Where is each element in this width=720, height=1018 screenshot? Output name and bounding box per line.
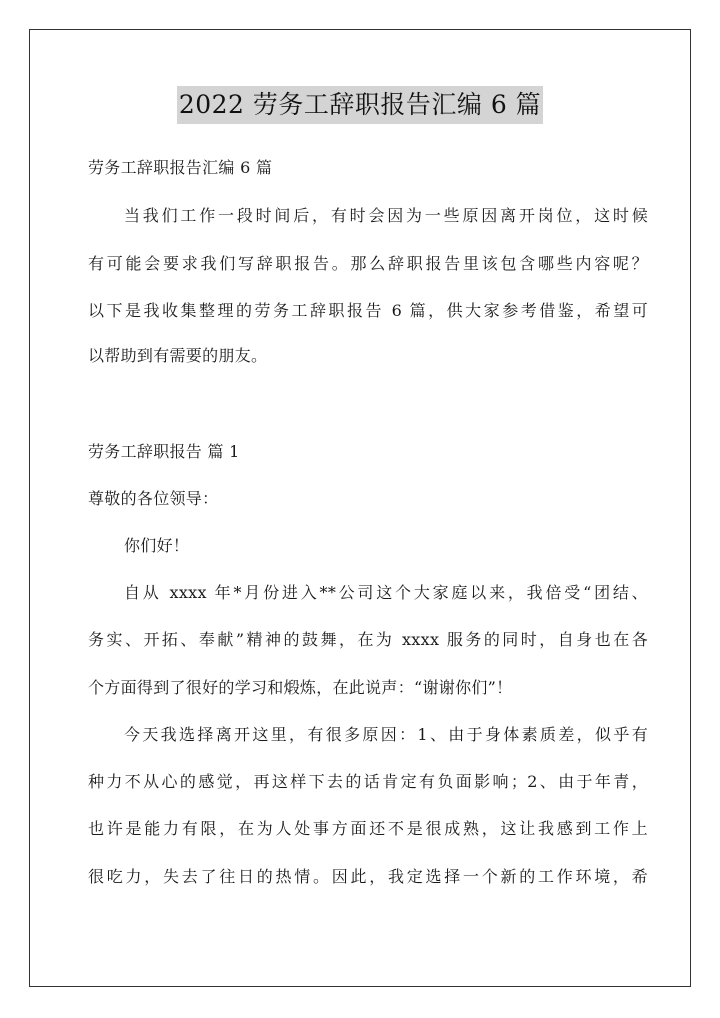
intro-line-1: 当我们工作一段时间后，有时会因为一些原因离开岗位，这时候 — [124, 206, 648, 225]
document-subtitle: 劳务工辞职报告汇编 6 篇 — [88, 158, 273, 177]
title-wrap — [0, 86, 720, 124]
document-title: 2022 劳务工辞职报告汇编 6 篇 — [177, 86, 543, 124]
intro-line-2: 有可能会要求我们写辞职报告。那么辞职报告里该包含哪些内容呢？ — [88, 254, 648, 273]
para2-line-3: 也许是能力有限，在为人处事方面还不是很成熟，这让我感到工作上 — [88, 819, 648, 838]
para2-line-4: 很吃力，失去了往日的热情。因此，我定选择一个新的工作环境，希 — [88, 867, 648, 886]
salutation: 尊敬的各位领导： — [88, 489, 219, 508]
para2-line-2: 种力不从心的感觉，再这样下去的话肯定有负面影响；2、由于年青， — [88, 772, 648, 791]
greeting: 你们好！ — [124, 536, 190, 555]
para1-line-2: 务实、开拓、奉献”精神的鼓舞，在为 xxxx 服务的同时，自身也在各 — [88, 630, 648, 649]
section-heading: 劳务工辞职报告 篇 1 — [88, 442, 240, 461]
para2-line-1: 今天我选择离开这里，有很多原因：1、由于身体素质差，似乎有 — [124, 725, 648, 744]
intro-line-4: 以帮助到有需要的朋友。 — [88, 346, 268, 365]
para1-line-3: 个方面得到了很好的学习和煅炼，在此说声：“谢谢你们”！ — [88, 678, 513, 697]
para1-line-1: 自从 xxxx 年*月份进入**公司这个大家庭以来，我倍受“团结、 — [124, 583, 648, 602]
intro-line-3: 以下是我收集整理的劳务工辞职报告 6 篇，供大家参考借鉴，希望可 — [88, 301, 648, 320]
